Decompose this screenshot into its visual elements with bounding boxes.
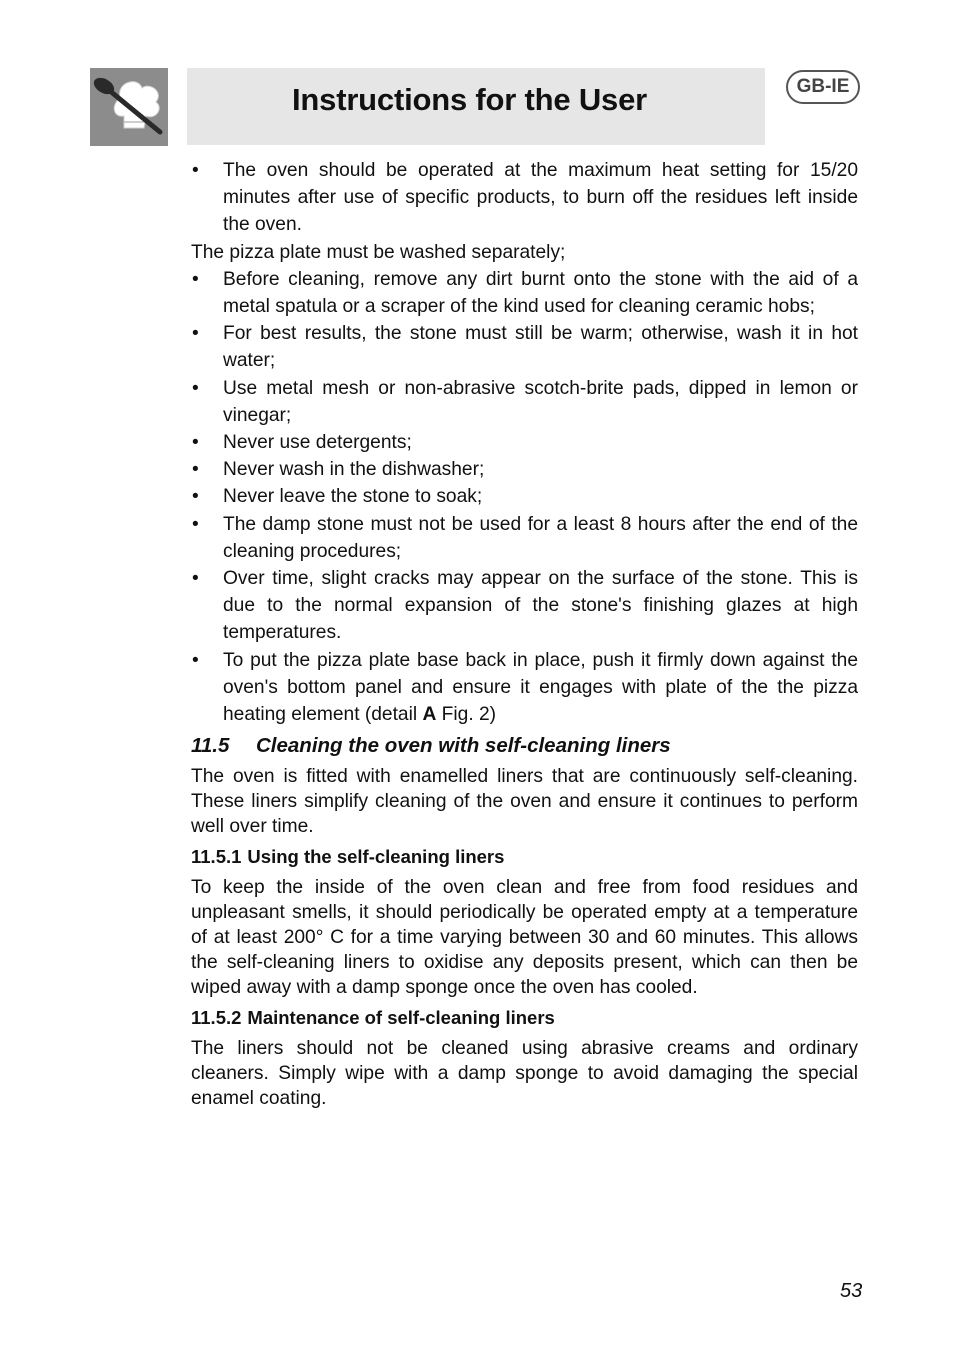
bullet-glyph: • bbox=[192, 568, 199, 590]
bullet-list-pizza bbox=[191, 266, 858, 728]
bullet-glyph: • bbox=[192, 486, 199, 508]
list-item bbox=[191, 483, 858, 510]
list-item bbox=[191, 456, 858, 483]
bullet-glyph: • bbox=[192, 323, 199, 345]
list-item-text-start: To put the pizza plate base back in place, push it firmly down against the oven's bottom panel and ensure it engages with plate of the the pizza heating element (detail bbox=[223, 649, 858, 726]
subsection-heading bbox=[191, 1005, 858, 1031]
section-heading bbox=[191, 731, 858, 761]
subsection-body: The liners should not be cleaned using abrasive creams and ordinary cleaners. Simply wipe with a damp sponge to avoid damaging the special enamel coating. bbox=[191, 1038, 858, 1110]
page-number: 53 bbox=[840, 1280, 863, 1302]
page-title: Instructions for the User bbox=[292, 82, 647, 117]
list-item-text: Before cleaning, remove any dirt burnt onto the stone with the aid of a metal spatula or a scraper of the kind used for cleaning ceramic hobs; bbox=[223, 268, 858, 318]
language-badge: GB-IE bbox=[786, 70, 860, 104]
header-band bbox=[187, 68, 765, 145]
subsection-heading bbox=[191, 844, 858, 870]
list-item-text-end: Fig. 2) bbox=[436, 704, 497, 726]
list-item-text: The oven should be operated at the maximum heat setting for 15/20 minutes after use of specific products, to burn off the residues left inside the oven. bbox=[223, 160, 858, 236]
subsection-body: To keep the inside of the oven clean and free from food residues and unpleasant smells, it should periodically be operated empty at a temperature of at least 200° C for a time varying between 30 and 60 minutes. This allows the self-cleaning liners to oxidise any deposits present, which can then be wiped away with a damp sponge once the oven has cooled. bbox=[191, 877, 858, 999]
list-item bbox=[191, 647, 858, 729]
subsection-number: 11.5.2 bbox=[191, 1007, 242, 1029]
bullet-list-top bbox=[191, 157, 858, 239]
subsection-title: Using the self-cleaning liners bbox=[247, 846, 505, 868]
section-number: 11.5 bbox=[191, 734, 230, 758]
list-item bbox=[191, 565, 858, 647]
bullet-glyph: • bbox=[192, 268, 199, 290]
bullet-glyph: • bbox=[192, 649, 199, 671]
list-item-text: Use metal mesh or non-abrasive scotch-brite pads, dipped in lemon or vinegar; bbox=[223, 377, 858, 426]
intro-line: The pizza plate must be washed separately; bbox=[191, 241, 566, 263]
subsection-number: 11.5.1 bbox=[191, 846, 242, 868]
list-item bbox=[191, 511, 858, 565]
section-title: Cleaning the oven with self-cleaning liners bbox=[256, 734, 671, 758]
list-item bbox=[191, 266, 858, 320]
main-content bbox=[191, 157, 858, 1111]
bullet-glyph: • bbox=[192, 459, 199, 481]
subsection-title: Maintenance of self-cleaning liners bbox=[247, 1007, 555, 1029]
chef-hat-spoon-icon bbox=[90, 68, 168, 146]
list-item bbox=[191, 429, 858, 456]
list-item bbox=[191, 157, 858, 239]
detail-label: A bbox=[422, 704, 437, 726]
list-item-text: Never use detergents; bbox=[223, 432, 412, 454]
list-item-text: For best results, the stone must still be warm; otherwise, wash it in hot water; bbox=[223, 323, 858, 372]
bullet-glyph: • bbox=[192, 377, 199, 399]
bullet-glyph: • bbox=[192, 160, 199, 181]
list-item bbox=[191, 320, 858, 374]
list-item bbox=[191, 375, 858, 429]
list-item-text: The damp stone must not be used for a least 8 hours after the end of the cleaning procedures; bbox=[223, 513, 858, 562]
list-item-text: Never wash in the dishwasher; bbox=[223, 459, 485, 481]
section-body: The oven is fitted with enamelled liners that are continuously self-cleaning. These liners simplify cleaning of the oven and ensure it continues to perform well over time. bbox=[191, 766, 858, 838]
bullet-glyph: • bbox=[192, 513, 199, 535]
list-item-text: Over time, slight cracks may appear on the surface of the stone. This is due to the normal expansion of the stone's finishing glazes at high temperatures. bbox=[223, 568, 858, 644]
bullet-glyph: • bbox=[192, 432, 199, 454]
list-item-text: Never leave the stone to soak; bbox=[223, 486, 483, 508]
